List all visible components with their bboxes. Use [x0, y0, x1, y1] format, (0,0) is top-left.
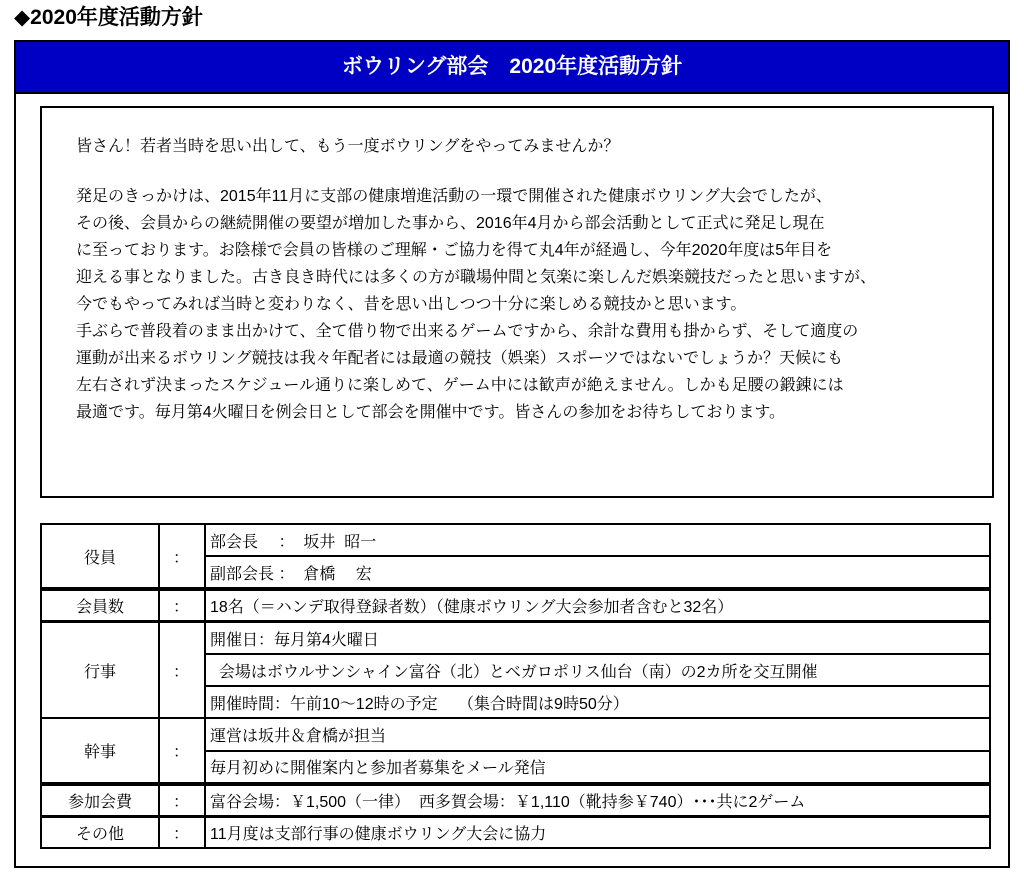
row-officers [40, 523, 991, 589]
row-cell: 11月度は支部行事の健康ボウリング大会に協力 [210, 826, 547, 843]
row-colon: ： [158, 719, 206, 782]
row-label: 参加会費 [42, 786, 160, 815]
row-colon: ： [158, 591, 206, 620]
row-colon: ： [158, 786, 206, 815]
intro-line: 発足のきっかけは、2015年11月に支部の健康増進活動の一環で開催された健康ボウリング大会でしたが、 [76, 188, 832, 205]
intro-line: に至っております。お陰様で会員の皆様のご理解・ご協力を得て丸4年が経過し、今年2020年度は5年目を [76, 242, 833, 259]
intro-line: 今でもやってみれば当時と変わりなく、昔を思い出しつつ十分に楽しめる競技かと思います。 [76, 296, 747, 313]
row-members [40, 589, 991, 622]
row-cell: 開催日：毎月第4火曜日 [206, 623, 989, 655]
row-label: 会員数 [42, 591, 160, 620]
intro-line: その後、会員からの継続開催の要望が増加した事から、2016年4月から部会活動として正式に発足し現在 [76, 215, 825, 232]
row-cell: 毎月初めに開催案内と参加者募集をメール発信 [210, 760, 546, 778]
page-title: ◆2020年度活動方針 [14, 6, 203, 29]
row-label: その他 [42, 818, 160, 847]
intro-line: 皆さん！若者当時を思い出して、もう一度ボウリングをやってみませんか？ [76, 138, 620, 155]
row-colon: ： [158, 818, 206, 847]
row-organizers [40, 717, 991, 784]
intro-line: 手ぶらで普段着のまま出かけて、全て借り物で出来るゲームですから、余計な費用も掛からず、そして適度の [76, 323, 859, 340]
row-colon: ： [158, 623, 206, 717]
intro-line: 運動が出来るボウリング競技は我々年配者には最適の競技（娯楽）スポーツではないでしょうか？天候にも [76, 350, 844, 367]
intro-textbox [40, 106, 994, 498]
intro-line: 最適です。毎月第4火曜日を例会日として部会を開催中です。皆さんの参加をお待ちしております。 [76, 404, 786, 421]
row-label: 行事 [42, 623, 160, 717]
intro-line: 迎える事となりました。古き良き時代には多くの方が職場仲間と気楽に楽しんだ娯楽競技だったと思いますが、 [76, 269, 877, 286]
row-other [40, 816, 991, 849]
row-cell: 部会長 ： 坂井 昭一 [206, 525, 989, 557]
policy-frame [14, 40, 1010, 868]
row-events [40, 621, 991, 719]
row-cell: 運営は坂井＆倉橋が担当 [206, 719, 989, 752]
row-cell: 会場はボウルサンシャイン富谷（北）とベガロポリス仙台（南）の2カ所を交互開催 [206, 655, 989, 687]
banner-title: ボウリング部会 2020年度活動方針 [16, 42, 1008, 94]
row-fees [40, 784, 991, 817]
row-colon: ： [158, 525, 206, 587]
row-cell: 副部会長 ： 倉橋 宏 [210, 565, 372, 583]
row-label: 役員 [42, 525, 160, 587]
row-cell: 富谷会場：￥1,500（一律） 西多賀会場：￥1,110（靴持参￥740）･･･共に2ゲーム [210, 794, 806, 811]
row-cell: 18名（＝ハンデ取得登録者数）（健康ボウリング大会参加者含むと32名） [210, 599, 734, 616]
intro-line: 左右されず決まったスケジュール通りに楽しめて、ゲーム中には歓声が絶えません。しかも足腰の鍛錬には [76, 377, 844, 394]
row-cell: 開催時間：午前10～12時の予定 （集合時間は9時50分） [210, 695, 629, 713]
row-label: 幹事 [42, 719, 160, 782]
